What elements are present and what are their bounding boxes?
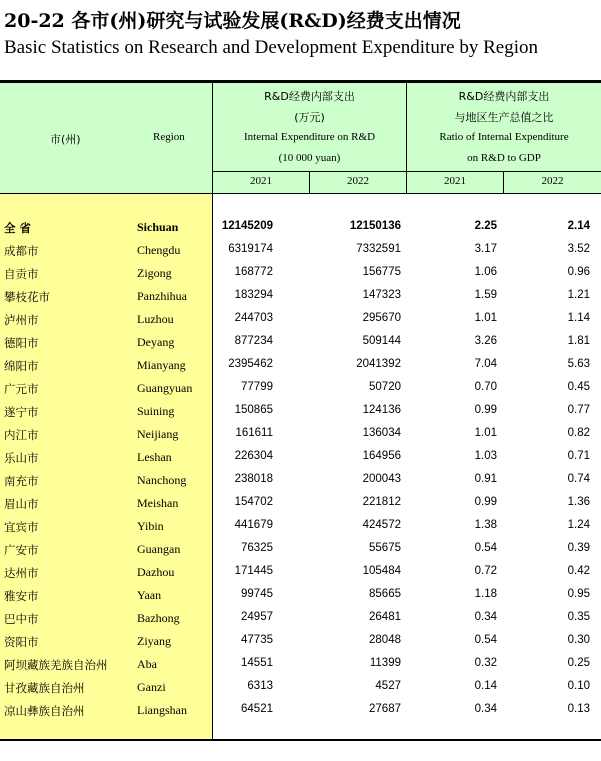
table-row [0, 308, 601, 331]
header-year-exp-2022: 2022 [347, 175, 369, 187]
cell-expenditure-2022: 124136 [362, 404, 401, 416]
cell-city: 泸州市 [4, 313, 39, 327]
cell-ratio-2021: 7.04 [474, 358, 497, 370]
cell-region: Leshan [137, 450, 172, 464]
cell-ratio-2021: 1.03 [474, 450, 497, 462]
header-ratio-line2: 与地区生产总值之比 [454, 111, 554, 124]
cell-city: 巴中市 [4, 612, 39, 626]
cell-region: Neijiang [137, 427, 179, 441]
header-expenditure-line2: (万元) [294, 111, 325, 124]
cell-city: 南充市 [4, 474, 39, 488]
cell-ratio-2021: 0.32 [474, 657, 497, 669]
table-row [0, 262, 601, 285]
cell-expenditure-2022: 50720 [369, 381, 401, 393]
table-row [0, 607, 601, 630]
cell-expenditure-2022: 28048 [369, 634, 401, 646]
cell-city: 雅安市 [4, 589, 39, 603]
cell-ratio-2022: 0.10 [567, 680, 590, 692]
cell-expenditure-2022: 156775 [362, 266, 401, 278]
table-row [0, 561, 601, 584]
cell-city: 凉山彝族自治州 [4, 704, 85, 718]
cell-city: 内江市 [4, 428, 39, 442]
cell-expenditure-2021: 183294 [234, 289, 273, 301]
cell-ratio-2022: 0.35 [567, 611, 590, 623]
cell-region: Liangshan [137, 703, 187, 717]
cell-ratio-2021: 0.14 [474, 680, 497, 692]
cell-city: 德阳市 [4, 336, 39, 350]
cell-ratio-2022: 5.63 [567, 358, 590, 370]
cell-region: Sichuan [137, 220, 179, 234]
cell-ratio-2022: 0.42 [567, 565, 590, 577]
cell-expenditure-2022: 85665 [369, 588, 401, 600]
table-row [0, 630, 601, 653]
cell-city: 遂宁市 [4, 405, 39, 419]
cell-ratio-2021: 1.01 [474, 427, 497, 439]
cell-expenditure-2022: 221812 [362, 496, 401, 508]
cell-ratio-2022: 1.81 [567, 335, 590, 347]
cell-expenditure-2021: 171445 [234, 565, 273, 577]
cell-expenditure-2021: 238018 [234, 473, 273, 485]
header-year-ratio-2021: 2021 [444, 175, 466, 187]
cell-expenditure-2021: 12145209 [221, 220, 273, 232]
cell-expenditure-2021: 14551 [241, 657, 273, 669]
table-row [0, 653, 601, 676]
cell-expenditure-2021: 24957 [241, 611, 273, 623]
cell-city: 攀枝花市 [4, 290, 50, 304]
cell-expenditure-2022: 4527 [375, 680, 401, 692]
table-row [0, 331, 601, 354]
cell-city: 眉山市 [4, 497, 39, 511]
header-expenditure-line4: (10 000 yuan) [278, 152, 341, 164]
cell-region: Aba [137, 657, 157, 671]
cell-ratio-2021: 0.91 [474, 473, 497, 485]
cell-ratio-2022: 0.77 [567, 404, 590, 416]
cell-expenditure-2022: 424572 [362, 519, 401, 531]
cell-ratio-2021: 0.34 [474, 611, 497, 623]
table-row-total [0, 216, 601, 239]
cell-expenditure-2022: 2041392 [356, 358, 401, 370]
cell-ratio-2022: 3.52 [567, 243, 590, 255]
table-row [0, 354, 601, 377]
cell-region: Luzhou [137, 312, 174, 326]
cell-region: Suining [137, 404, 175, 418]
cell-expenditure-2022: 55675 [369, 542, 401, 554]
cell-city: 自贡市 [4, 267, 39, 281]
table-row [0, 699, 601, 722]
cell-city: 甘孜藏族自治州 [4, 681, 85, 695]
cell-expenditure-2021: 244703 [234, 312, 273, 324]
cell-region: Chengdu [137, 243, 181, 257]
cell-ratio-2021: 1.59 [474, 289, 497, 301]
cell-region: Yaan [137, 588, 162, 602]
cell-region: Guangan [137, 542, 181, 556]
header-ratio-line3: Ratio of Internal Expenditure [439, 131, 569, 143]
cell-city: 乐山市 [4, 451, 39, 465]
cell-expenditure-2021: 6319174 [228, 243, 273, 255]
cell-expenditure-2022: 164956 [362, 450, 401, 462]
cell-ratio-2022: 0.30 [567, 634, 590, 646]
cell-region: Dazhou [137, 565, 175, 579]
cell-ratio-2021: 0.34 [474, 703, 497, 715]
table-row [0, 285, 601, 308]
cell-expenditure-2021: 64521 [241, 703, 273, 715]
cell-expenditure-2021: 77799 [241, 381, 273, 393]
cell-city: 资阳市 [4, 635, 39, 649]
cell-city: 全 省 [4, 221, 32, 235]
cell-ratio-2022: 0.39 [567, 542, 590, 554]
cell-ratio-2021: 1.06 [474, 266, 497, 278]
cell-city: 成都市 [4, 244, 39, 258]
cell-region: Guangyuan [137, 381, 193, 395]
cell-expenditure-2021: 161611 [235, 427, 273, 439]
cell-ratio-2021: 1.01 [474, 312, 497, 324]
cell-ratio-2022: 0.95 [567, 588, 590, 600]
header-year-ratio-2022: 2022 [541, 175, 564, 187]
cell-ratio-2021: 2.25 [474, 220, 497, 232]
cell-ratio-2022: 0.96 [567, 266, 590, 278]
table-row [0, 469, 601, 492]
cell-ratio-2022: 1.36 [567, 496, 590, 508]
cell-city: 阿坝藏族羌族自治州 [4, 658, 108, 672]
cell-ratio-2022: 0.74 [567, 473, 590, 485]
cell-region: Deyang [137, 335, 175, 349]
cell-region: Bazhong [137, 611, 180, 625]
cell-city: 宜宾市 [4, 520, 39, 534]
cell-expenditure-2021: 168772 [234, 266, 273, 278]
header-city-label: 市(州) [50, 133, 81, 146]
table-row [0, 377, 601, 400]
table-row [0, 538, 601, 561]
cell-ratio-2022: 1.21 [567, 289, 590, 301]
cell-ratio-2022: 1.14 [567, 312, 590, 324]
cell-ratio-2021: 0.99 [474, 496, 497, 508]
cell-expenditure-2021: 877234 [234, 335, 273, 347]
table-row [0, 446, 601, 469]
cell-expenditure-2022: 295670 [362, 312, 401, 324]
cell-region: Ziyang [137, 634, 171, 648]
cell-ratio-2021: 3.26 [474, 335, 497, 347]
cell-ratio-2021: 0.72 [474, 565, 497, 577]
cell-expenditure-2022: 136034 [362, 427, 401, 439]
cell-expenditure-2022: 7332591 [356, 243, 401, 255]
cell-ratio-2022: 0.45 [567, 381, 590, 393]
table-row [0, 584, 601, 607]
cell-expenditure-2021: 150865 [234, 404, 273, 416]
table-bottom-rule [0, 739, 601, 741]
cell-region: Yibin [137, 519, 164, 533]
cell-city: 广安市 [4, 543, 39, 557]
cell-ratio-2021: 0.99 [474, 404, 497, 416]
cell-ratio-2021: 0.54 [474, 634, 497, 646]
table-top-rule [0, 80, 601, 83]
cell-ratio-2022: 1.24 [567, 519, 590, 531]
cell-ratio-2022: 0.82 [567, 427, 590, 439]
table-row [0, 676, 601, 699]
header-ratio-line1: R&D经费内部支出 [458, 90, 550, 103]
cell-ratio-2022: 0.25 [567, 657, 590, 669]
table-row [0, 239, 601, 262]
cell-expenditure-2022: 12150136 [349, 220, 401, 232]
cell-expenditure-2022: 147323 [362, 289, 401, 301]
cell-city: 达州市 [4, 566, 39, 580]
cell-expenditure-2021: 99745 [241, 588, 273, 600]
cell-ratio-2021: 3.17 [474, 243, 497, 255]
divider-header-body [0, 193, 601, 194]
cell-region: Meishan [137, 496, 179, 510]
cell-city: 绵阳市 [4, 359, 39, 373]
cell-region: Ganzi [137, 680, 166, 694]
cell-expenditure-2022: 200043 [362, 473, 401, 485]
cell-region: Panzhihua [137, 289, 187, 303]
page-title-english: Basic Statistics on Research and Development Expenditure by Region [4, 37, 538, 58]
cell-expenditure-2021: 47735 [241, 634, 273, 646]
divider-year-row [212, 171, 601, 172]
cell-expenditure-2022: 26481 [369, 611, 401, 623]
table-row [0, 423, 601, 446]
table-row [0, 492, 601, 515]
header-region-label: Region [153, 131, 185, 143]
cell-region: Nanchong [137, 473, 187, 487]
cell-expenditure-2021: 441679 [234, 519, 273, 531]
cell-region: Mianyang [137, 358, 186, 372]
cell-ratio-2022: 2.14 [567, 220, 590, 232]
header-expenditure-line1: R&D经费内部支出 [264, 90, 355, 103]
cell-expenditure-2021: 226304 [234, 450, 273, 462]
cell-region: Zigong [137, 266, 172, 280]
cell-ratio-2022: 0.71 [567, 450, 590, 462]
cell-expenditure-2022: 105484 [362, 565, 401, 577]
header-ratio-line4: on R&D to GDP [467, 152, 541, 164]
cell-expenditure-2022: 11399 [369, 657, 401, 669]
header-year-exp-2021: 2021 [250, 175, 272, 187]
cell-ratio-2022: 0.13 [567, 703, 590, 715]
cell-ratio-2021: 1.18 [474, 588, 497, 600]
cell-expenditure-2021: 154702 [234, 496, 273, 508]
cell-expenditure-2022: 509144 [362, 335, 401, 347]
page-title-chinese: 20-22 各市(州)研究与试验发展(R&D)经费支出情况 [4, 10, 461, 32]
header-expenditure-line3: Internal Expenditure on R&D [243, 131, 376, 143]
cell-ratio-2021: 0.70 [474, 381, 497, 393]
table-row [0, 515, 601, 538]
cell-expenditure-2021: 76325 [241, 542, 273, 554]
cell-ratio-2021: 1.38 [474, 519, 497, 531]
cell-city: 广元市 [4, 382, 39, 396]
table-row [0, 400, 601, 423]
cell-expenditure-2021: 6313 [247, 680, 273, 692]
cell-expenditure-2021: 2395462 [228, 358, 273, 370]
cell-expenditure-2022: 27687 [369, 703, 401, 715]
cell-ratio-2021: 0.54 [474, 542, 497, 554]
